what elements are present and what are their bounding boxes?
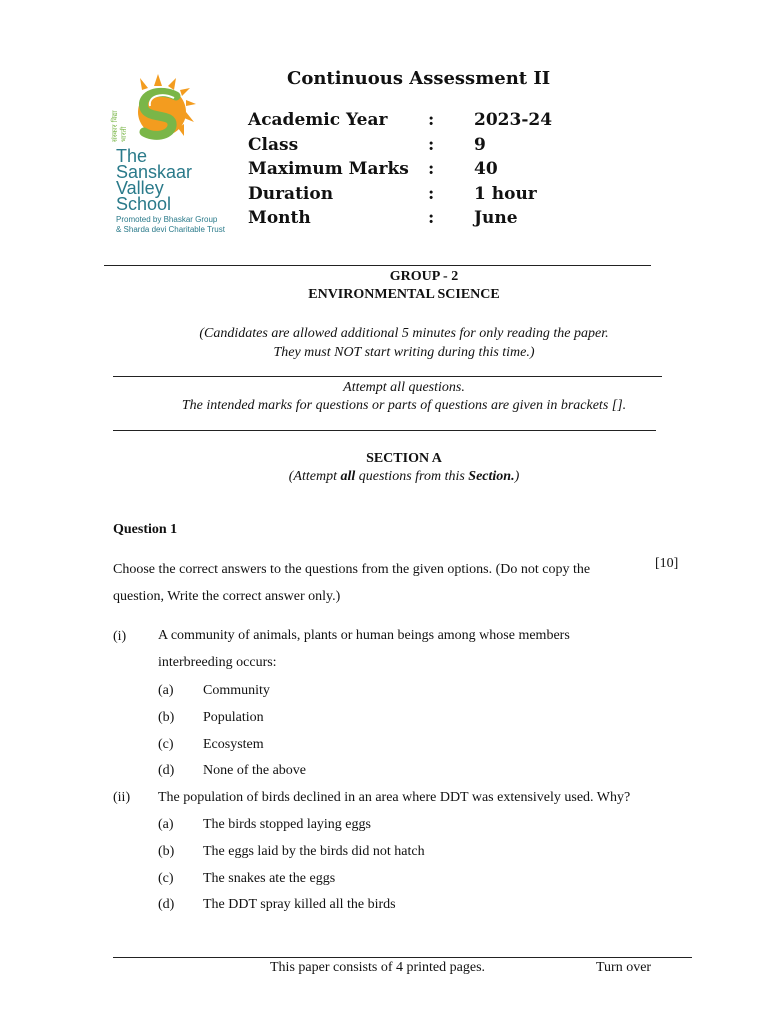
attempt-note-line: The intended marks for questions or parts of questions are given in brackets []. bbox=[181, 398, 627, 413]
question-heading: Question 1 bbox=[113, 522, 178, 537]
promoted-by bbox=[116, 215, 225, 235]
section-note-part: ) bbox=[514, 469, 520, 484]
sub-question-number: (ii) bbox=[113, 790, 131, 805]
question-instruction: Choose the correct answers to the questions from the given options. (Do not copy the question, Write the correct answer only.) bbox=[113, 562, 591, 604]
attempt-note-line: Attempt all questions. bbox=[343, 380, 465, 395]
footer-divider bbox=[113, 957, 692, 958]
section-note-section: Section. bbox=[468, 469, 515, 484]
info-value: June bbox=[474, 208, 518, 228]
section-note-all: all bbox=[340, 469, 356, 484]
promoted-line: & Sharda devi Charitable Trust bbox=[116, 225, 225, 234]
info-row-class bbox=[248, 135, 568, 160]
info-sep: : bbox=[428, 110, 435, 130]
sun-logo-icon bbox=[110, 72, 235, 152]
info-row-maximum-marks bbox=[248, 159, 568, 184]
info-value: 2023-24 bbox=[474, 110, 553, 130]
option-text: The DDT spray killed all the birds bbox=[203, 897, 396, 912]
option-text: The birds stopped laying eggs bbox=[203, 817, 371, 832]
sub-question-number: (i) bbox=[113, 629, 127, 644]
info-key: Academic Year bbox=[248, 110, 388, 130]
school-name-line: School bbox=[116, 194, 172, 214]
info-value: 9 bbox=[474, 134, 486, 155]
school-name-line: The bbox=[116, 146, 148, 166]
info-row-duration bbox=[248, 184, 568, 209]
option-text: Community bbox=[203, 683, 270, 698]
info-sep: : bbox=[428, 134, 435, 155]
divider bbox=[113, 430, 656, 431]
info-key: Month bbox=[248, 208, 311, 228]
sub-question-text: A community of animals, plants or human beings among whose members interbreeding occurs: bbox=[158, 628, 570, 670]
assessment-title: Continuous Assessment II bbox=[287, 68, 551, 89]
turn-over-note: Turn over bbox=[596, 960, 652, 975]
option-letter: (b) bbox=[158, 710, 175, 725]
school-name-line: Valley bbox=[116, 178, 164, 198]
school-logo bbox=[110, 72, 235, 240]
hindi-arc-text: संस्कार विद्या भारती bbox=[111, 110, 128, 142]
info-key: Duration bbox=[248, 183, 334, 204]
option-letter: (a) bbox=[158, 683, 174, 698]
section-note-part: (Attempt bbox=[288, 469, 341, 484]
option-text: Population bbox=[203, 710, 264, 725]
question-marks: [10] bbox=[655, 556, 679, 571]
option-letter: (c) bbox=[158, 737, 174, 752]
info-value: 1 hour bbox=[474, 183, 537, 204]
group-label: GROUP - 2 bbox=[389, 269, 459, 284]
option-text: None of the above bbox=[203, 763, 307, 778]
divider bbox=[113, 376, 662, 377]
section-title: SECTION A bbox=[366, 451, 442, 466]
school-name bbox=[116, 148, 192, 212]
info-sep: : bbox=[428, 183, 435, 204]
exam-info bbox=[248, 110, 568, 233]
section-note-part: questions from this bbox=[355, 469, 469, 484]
info-sep: : bbox=[428, 208, 435, 228]
promoted-line: Promoted by Bhaskar Group bbox=[116, 215, 218, 224]
info-value: 40 bbox=[474, 159, 498, 179]
option-text: Ecosystem bbox=[203, 737, 264, 752]
info-row-month bbox=[248, 208, 568, 233]
option-letter: (d) bbox=[158, 763, 175, 778]
section-note bbox=[84, 469, 724, 485]
divider bbox=[104, 265, 651, 266]
info-sep: : bbox=[428, 159, 435, 179]
reading-note-line: They must NOT start writing during this time.) bbox=[273, 345, 535, 360]
sub-question-text: The population of birds declined in an area where DDT was extensively used. Why? bbox=[158, 790, 631, 805]
option-letter: (a) bbox=[158, 817, 174, 832]
option-text: The eggs laid by the birds did not hatch bbox=[203, 844, 425, 859]
reading-note-line: (Candidates are allowed additional 5 minutes for only reading the paper. bbox=[199, 326, 609, 341]
option-letter: (d) bbox=[158, 897, 175, 912]
subject-title: ENVIRONMENTAL SCIENCE bbox=[308, 287, 500, 302]
option-letter: (c) bbox=[158, 871, 174, 886]
option-letter: (b) bbox=[158, 844, 175, 859]
info-row-academic-year bbox=[248, 110, 568, 135]
option-text: The snakes ate the eggs bbox=[203, 871, 336, 886]
info-key: Class bbox=[248, 134, 299, 155]
info-key: Maximum Marks bbox=[248, 159, 409, 179]
school-name-line: Sanskaar bbox=[116, 162, 193, 182]
page-count-note: This paper consists of 4 printed pages. bbox=[270, 960, 486, 975]
